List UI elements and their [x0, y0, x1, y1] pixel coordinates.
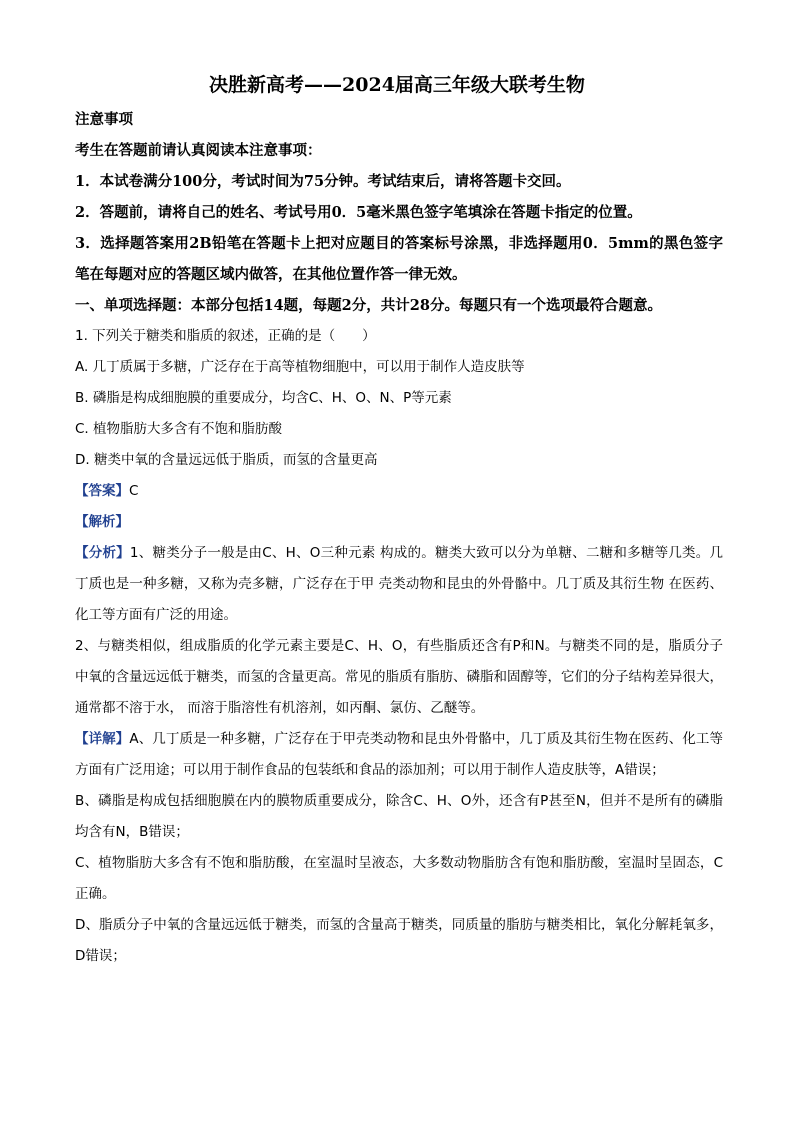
option-b: B. 磷脂是构成细胞膜的重要成分，均含C、H、O、N、P等元素: [75, 390, 452, 406]
notice-item-3: 3．选择题答案用2B铅笔在答题卡上把对应题目的答案标号涂黑，非选择题用0．5mm的黑色签字笔在每题对应的答题区域内做答，在其他位置作答一律无效。: [75, 235, 723, 283]
question-stem: 1. 下列关于糖类和脂质的叙述，正确的是（ ）: [75, 328, 376, 344]
notice-item-2: 2．答题前，请将自己的姓名、考试号用0．5毫米黑色签字笔填涂在答题卡指定的位置。: [75, 204, 642, 221]
section-heading: 一、单项选择题：本部分包括14题，每题2分，共计28分。每题只有一个选项最符合题意。: [75, 297, 662, 314]
analysis-paragraph-1: [75, 538, 723, 631]
answer-label: 【答案】: [75, 483, 129, 499]
detail-paragraph-a: [75, 724, 723, 786]
fenxi-label: 【分析】: [75, 545, 130, 561]
detail-text-a: A、几丁质是一种多糖，广泛存在于甲壳类动物和昆虫外骨骼中，几丁质及其衍生物在医药、化工等方面有广泛用途；可以用于制作食品的包装纸和食品的添加剂；可以用于制作人造皮肤等，A错误；: [75, 731, 724, 778]
answer-value: C: [129, 483, 139, 499]
analysis-paragraph-2: 2、与糖类相似，组成脂质的化学元素主要是C、H、O，有些脂质还含有P和N。与糖类不同的是，脂质分子中氧的含量远远低于糖类，而氢的含量更高。常见的脂质有脂肪、磷脂和固醇等，它们的分子结构差异很大，通常都不溶于水， 而溶于脂溶性有机溶剂，如丙酮、氯仿、乙醚等。: [75, 638, 723, 716]
fenxi-text-1: 1、糖类分子一般是由C、H、O三种元素 构成的。糖类大致可以分为单糖、二糖和多糖等几类。几丁质也是一种多糖，又称为壳多糖，广泛存在于甲 壳类动物和昆虫的外骨骼中。几丁质及其衍生物 在医药、化工等方面有广泛的用途。: [75, 545, 724, 623]
option-c: C. 植物脂肪大多含有不饱和脂肪酸: [75, 421, 283, 437]
option-a: A. 几丁质属于多糖，广泛存在于高等植物细胞中，可以用于制作人造皮肤等: [75, 359, 525, 375]
notice-heading: 注意事项: [75, 111, 133, 128]
detail-paragraph-d: D、脂质分子中氧的含量远远低于糖类，而氢的含量高于糖类，同质量的脂肪与糖类相比，氧化分解耗氧多，D错误；: [75, 917, 723, 964]
notice-item-1: 1．本试卷满分100分，考试时间为75分钟。考试结束后，请将答题卡交回。: [75, 173, 571, 190]
analysis-line: [75, 507, 723, 538]
detail-paragraph-c: C、植物脂肪大多含有不饱和脂肪酸，在室温时呈液态，大多数动物脂肪含有饱和脂肪酸，室温时呈固态，C正确。: [75, 855, 723, 902]
analysis-label: 【解析】: [75, 514, 129, 530]
page-title: 决胜新高考——2024届高三年级大联考生物: [209, 74, 585, 96]
notice-intro: 考生在答题前请认真阅读本注意事项：: [75, 142, 322, 159]
option-d: D. 糖类中氧的含量远远低于脂质，而氢的含量更高: [75, 452, 378, 468]
detail-paragraph-b: B、磷脂是构成包括细胞膜在内的膜物质重要成分，除含C、H、O外，还含有P甚至N，但并不是所有的磷脂均含有N，B错误；: [75, 793, 723, 840]
document-body: [75, 104, 723, 972]
answer-line: [75, 476, 723, 507]
xiangjie-label: 【详解】: [75, 731, 130, 747]
